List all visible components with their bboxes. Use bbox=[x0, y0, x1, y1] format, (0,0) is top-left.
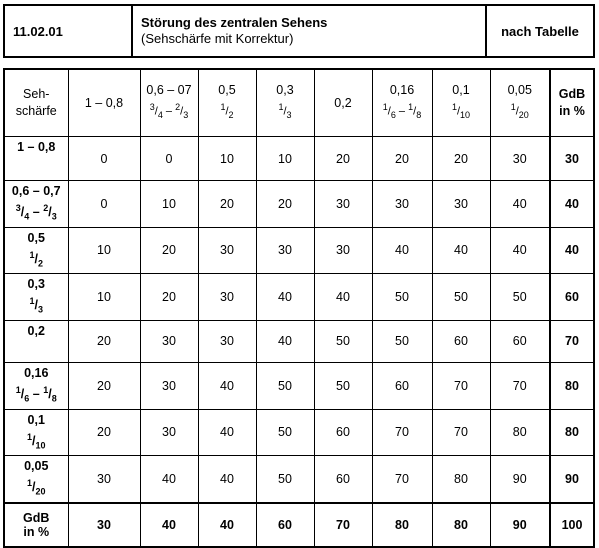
column-header-fraction: $^1/_2$ bbox=[220, 102, 234, 120]
table-cell: 50 bbox=[256, 456, 314, 503]
column-header-value: 0,2 bbox=[334, 95, 352, 110]
table-cell: 30 bbox=[68, 456, 140, 503]
section-title-cell bbox=[132, 5, 486, 57]
column-header-fraction: $^1/_3$ bbox=[278, 102, 292, 120]
table-cell: 30 bbox=[432, 181, 490, 228]
gdb-footer-cell: 30 bbox=[68, 503, 140, 547]
document-page bbox=[3, 4, 593, 548]
column-header-fraction: $^1/_6 - ^1/_8$ bbox=[382, 102, 422, 120]
table-cell: 40 bbox=[372, 227, 432, 274]
table-cell: 60 bbox=[490, 320, 550, 362]
table-cell: 30 bbox=[140, 409, 198, 456]
table-cell: 40 bbox=[256, 320, 314, 362]
row-label-fraction: $^1/_{10}$ bbox=[26, 431, 46, 451]
gdb-header-text: in % bbox=[559, 104, 585, 118]
table-cell: 50 bbox=[256, 362, 314, 409]
table-cell: 40 bbox=[314, 274, 372, 321]
table-cell: 50 bbox=[372, 274, 432, 321]
table-cell: 50 bbox=[256, 409, 314, 456]
table-cell: 40 bbox=[490, 227, 550, 274]
table-cell: 10 bbox=[68, 227, 140, 274]
column-header-3 bbox=[198, 69, 256, 137]
table-cell: 20 bbox=[68, 362, 140, 409]
table-cell: 70 bbox=[372, 409, 432, 456]
column-header-8 bbox=[490, 69, 550, 137]
table-cell: 30 bbox=[372, 181, 432, 228]
table-row bbox=[4, 456, 594, 503]
table-cell: 30 bbox=[198, 320, 256, 362]
gdb-footer-cell: 40 bbox=[198, 503, 256, 547]
table-cell: 20 bbox=[68, 409, 140, 456]
row-label-value: 0,5 bbox=[27, 230, 45, 245]
table-cell: 80 bbox=[490, 409, 550, 456]
table-cell: 50 bbox=[372, 320, 432, 362]
row-label-fraction: $^1/_{20}$ bbox=[26, 478, 46, 497]
row-label bbox=[4, 274, 68, 321]
table-cell: 40 bbox=[140, 456, 198, 503]
table-cell: 50 bbox=[490, 274, 550, 321]
corner-line1: Seh- bbox=[23, 87, 50, 101]
table-cell: 40 bbox=[198, 409, 256, 456]
table-cell: 30 bbox=[140, 362, 198, 409]
column-header-fraction: $^1/_{20}$ bbox=[510, 102, 529, 120]
table-cell: 60 bbox=[314, 456, 372, 503]
table-cell: 40 bbox=[256, 274, 314, 321]
column-header-value: 0,1 bbox=[452, 83, 470, 98]
table-row bbox=[4, 274, 594, 321]
table-cell: 20 bbox=[256, 181, 314, 228]
table-cell: 30 bbox=[256, 227, 314, 274]
gdb-cell: 80 bbox=[550, 409, 594, 456]
row-label-fraction: $^1/_3$ bbox=[29, 296, 43, 315]
row-label bbox=[4, 409, 68, 456]
row-label-value: 0,6 – 0,7 bbox=[11, 184, 61, 198]
table-cell: 10 bbox=[68, 274, 140, 321]
row-label-value: 0,3 bbox=[27, 277, 45, 292]
column-header-value: 0,05 bbox=[507, 83, 532, 98]
table-cell: 30 bbox=[198, 227, 256, 274]
table-cell: 0 bbox=[140, 137, 198, 181]
table-cell: 30 bbox=[490, 137, 550, 181]
table-cell: 50 bbox=[314, 320, 372, 362]
table-cell: 0 bbox=[68, 137, 140, 181]
table-row bbox=[4, 227, 594, 274]
row-label-value: 0,05 bbox=[24, 459, 49, 474]
column-header-2 bbox=[140, 69, 198, 137]
row-label-value: 0,16 bbox=[24, 365, 49, 380]
table-cell: 20 bbox=[140, 227, 198, 274]
row-label bbox=[4, 227, 68, 274]
table-row bbox=[4, 181, 594, 228]
row-label bbox=[4, 320, 68, 362]
gdb-footer-cell: 100 bbox=[550, 503, 594, 547]
section-title: Störung des zentralen Sehens bbox=[141, 15, 328, 30]
gdb-header-text: GdB bbox=[558, 87, 586, 101]
table-cell: 60 bbox=[432, 320, 490, 362]
column-header-fraction: $^3/_4 - ^2/_3$ bbox=[149, 102, 189, 120]
column-header-7 bbox=[432, 69, 490, 137]
header-table bbox=[3, 4, 595, 58]
table-cell: 20 bbox=[372, 137, 432, 181]
table-cell: 0 bbox=[68, 181, 140, 228]
table-row bbox=[4, 137, 594, 181]
table-cell: 90 bbox=[490, 456, 550, 503]
gdb-column-header bbox=[550, 69, 594, 137]
table-cell: 30 bbox=[140, 320, 198, 362]
table-cell: 50 bbox=[314, 362, 372, 409]
section-subtitle: (Sehschärfe mit Korrektur) bbox=[141, 31, 294, 46]
table-cell: 20 bbox=[198, 181, 256, 228]
row-label-fraction: $^3/_4 - ^2/_3$ bbox=[15, 203, 57, 222]
row-label bbox=[4, 137, 68, 181]
column-header-fraction: $^1/_{10}$ bbox=[451, 102, 471, 120]
table-cell: 30 bbox=[314, 181, 372, 228]
table-cell: 20 bbox=[432, 137, 490, 181]
column-header-value: 0,16 bbox=[389, 83, 415, 98]
table-cell: 70 bbox=[490, 362, 550, 409]
gdb-cell: 60 bbox=[550, 274, 594, 321]
gdb-footer-text: GdB bbox=[23, 510, 50, 525]
gdb-footer-cell: 80 bbox=[372, 503, 432, 547]
table-cell: 20 bbox=[68, 320, 140, 362]
corner-line2: schärfe bbox=[15, 104, 57, 118]
table-cell: 40 bbox=[432, 227, 490, 274]
gdb-footer-text: in % bbox=[23, 524, 50, 539]
column-header-4 bbox=[256, 69, 314, 137]
table-row bbox=[4, 362, 594, 409]
table-cell: 40 bbox=[198, 456, 256, 503]
gdb-cell: 30 bbox=[550, 137, 594, 181]
section-code: 11.02.01 bbox=[4, 5, 132, 57]
table-cell: 80 bbox=[432, 456, 490, 503]
column-header-value: 0,6 – 07 bbox=[146, 83, 192, 98]
table-cell: 10 bbox=[140, 181, 198, 228]
table-cell: 10 bbox=[198, 137, 256, 181]
table-cell: 20 bbox=[314, 137, 372, 181]
gdb-cell: 90 bbox=[550, 456, 594, 503]
row-label bbox=[4, 456, 68, 503]
table-cell: 60 bbox=[372, 362, 432, 409]
row-label bbox=[4, 181, 68, 228]
table-cell: 20 bbox=[140, 274, 198, 321]
gdb-cell: 70 bbox=[550, 320, 594, 362]
gdb-cell: 80 bbox=[550, 362, 594, 409]
table-cell: 40 bbox=[490, 181, 550, 228]
table-row bbox=[4, 409, 594, 456]
column-header-row bbox=[4, 69, 594, 137]
table-cell: 60 bbox=[314, 409, 372, 456]
column-header-5 bbox=[314, 69, 372, 137]
row-label-value: 1 – 0,8 bbox=[17, 140, 56, 154]
table-row bbox=[4, 320, 594, 362]
row-label bbox=[4, 362, 68, 409]
column-header-1 bbox=[68, 69, 140, 137]
table-cell: 70 bbox=[432, 362, 490, 409]
column-header-value: 0,5 bbox=[218, 83, 236, 98]
column-header-value: 0,3 bbox=[276, 83, 294, 98]
gdb-footer-label bbox=[4, 503, 68, 547]
row-label-value: 0,1 bbox=[27, 412, 45, 427]
table-cell: 40 bbox=[198, 362, 256, 409]
gdb-footer-cell: 90 bbox=[490, 503, 550, 547]
table-cell: 50 bbox=[432, 274, 490, 321]
gdb-footer-row bbox=[4, 503, 594, 547]
table-cell: 10 bbox=[256, 137, 314, 181]
visual-acuity-table bbox=[3, 68, 595, 548]
gdb-footer-cell: 80 bbox=[432, 503, 490, 547]
gdb-footer-cell: 40 bbox=[140, 503, 198, 547]
table-cell: 30 bbox=[198, 274, 256, 321]
table-cell: 70 bbox=[432, 409, 490, 456]
gdb-footer-cell: 70 bbox=[314, 503, 372, 547]
row-label-fraction: $^1/_2$ bbox=[29, 249, 43, 269]
column-header-6 bbox=[372, 69, 432, 137]
rating-method: nach Tabelle bbox=[486, 5, 594, 57]
corner-header bbox=[4, 69, 68, 137]
gdb-cell: 40 bbox=[550, 227, 594, 274]
row-label-fraction: $^1/_6 - ^1/_8$ bbox=[15, 384, 57, 404]
gdb-footer-cell: 60 bbox=[256, 503, 314, 547]
table-cell: 30 bbox=[314, 227, 372, 274]
gdb-cell: 40 bbox=[550, 181, 594, 228]
column-header-value: 1 – 0,8 bbox=[84, 95, 124, 110]
row-label-value: 0,2 bbox=[27, 323, 45, 338]
table-cell: 70 bbox=[372, 456, 432, 503]
